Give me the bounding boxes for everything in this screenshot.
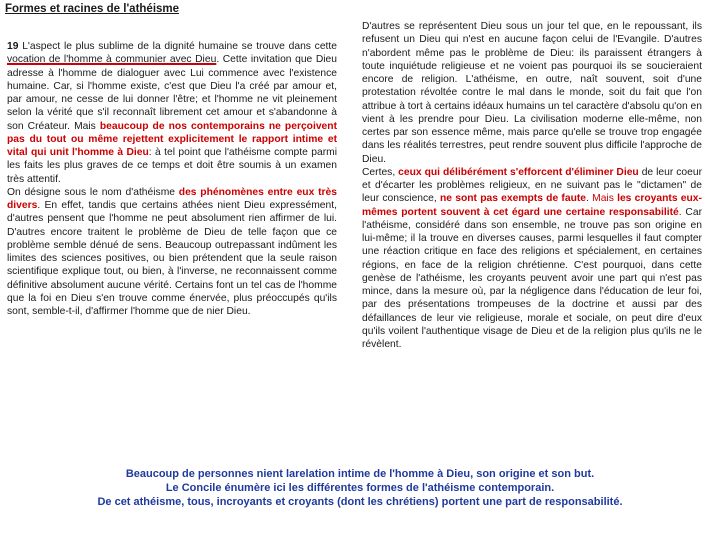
highlighted-word: Mais <box>592 193 618 205</box>
underlined-phrase: vocation de l'homme à communier avec Dieu <box>7 54 217 66</box>
highlighted-phrase: ne sont pas exempts de faute <box>440 193 587 205</box>
right-column <box>362 20 702 351</box>
summary-line: Beaucoup de personnes nient larelation intime de l'homme à Dieu, son origine et son but. <box>125 468 595 480</box>
highlighted-phrase: des phénomènes entre eux très divers <box>7 186 337 211</box>
highlighted-phrase: beaucoup de nos contemporains ne perçoivent pas du tout ou même rejettent explicitement le rapport intime et vital qui unit l'homme à Dieu <box>7 120 338 158</box>
summary-line: De cet athéisme, tous, incroyants et croyants (dont les chrétiens) portent une part de responsabilité. <box>97 496 623 508</box>
text-run: . En effet, tandis que certains athées nient Dieu expressément, d'autres pensent que l'homme ne peut absolument rien affirmer de lui. D'autres encore traitent le problème de Dieu de telle façon que ce problème semble dénué de sens. Beaucoup outrepassant indûment les limites des sciences positives, ou bien prétendent que la seule raison scientifique explique tout, ou bien, à l'inverse, ne reconnaissent comme définitive absolument aucune vérité. Certains font un tel cas de l'homme que la foi en Dieu s'en trouve comme énervée, plus préoccupés qu'ils sont, semble-t-il, d'affirmer l'homme que de nier Dieu. <box>7 200 337 317</box>
page-title: Formes et racines de l'athéisme <box>5 3 180 15</box>
left-column <box>7 40 337 318</box>
text-run: . <box>586 193 593 205</box>
paragraph-responsibility <box>362 166 702 352</box>
text-run: de leur coeur et d'écarter les problèmes religieux, en ne suivant pas le "dictamen" de leur conscience, <box>362 166 702 205</box>
highlighted-phrase: les croyants eux-mêmes portent souvent à cet égard une certaine responsabilité <box>362 193 702 218</box>
paragraph-number: 19 <box>7 41 19 52</box>
text-run: Certes, <box>362 166 399 178</box>
paragraph-19 <box>7 40 337 186</box>
text-run: . Car l'athéisme, considéré dans son ensemble, ne trouve pas son origine en lui-même; il la trouve en diverses causes, parmi lesquelles il faut compter une réaction critique en face des religions et spécialement, en certaines régions, en face de la religion chrétienne. C'est pourquoi, dans cette genèse de l'athéisme, les croyants peuvent avoir une part qui n'est pas mince, dans la mesure où, par la négligence dans l'éducation de leur foi, par des présentations trompeuses de la doctrine et aussi par des défaillances de leur vie religieuse, morale et sociale, on peut dire d'eux qu'ils voilent l'authentique visage de Dieu et de la religion plus qu'ils ne le révèlent. <box>362 206 702 350</box>
text-run: On désigne sous le nom d'athéisme <box>7 186 179 198</box>
paragraph-others: D'autres se représentent Dieu sous un jour tel que, en le repoussant, ils refusent un Dieu qui n'est en aucune façon celui de l'Evangile. D'autres n'abordent même pas le problème de Dieu: ils paraissent étrangers à toute inquiétude religieuse et ne voient pas pourquoi ils se soucieraient encore de religion. L'athéisme, en outre, naît souvent, soit d'une protestation révoltée contre le mal dans le monde, soit du fait que l'on attribue à tort à certains idéaux humains un tel caractère d'absolu qu'on en vient à les prendre pour Dieu. La civilisation moderne elle-même, non certes par son essence même, mais parce qu'elle se trouve trop engagée dans les réalités terrestres, peut rendre souvent plus difficile l'approche de Dieu. <box>362 21 702 165</box>
summary-block <box>10 467 710 509</box>
text-run: . Cette invitation que Dieu adresse à l'homme de dialoguer avec Lui commence avec l'existence humaine. Car, si l'homme existe, c'est que Dieu l'a créé par amour et, par amour, ne cesse de lui donner l'être; et l'homme ne vit pleinement selon la vérité que s'il reconnaît librement cet amour et s'abandonne à son Créateur. Mais <box>7 54 337 132</box>
paragraph-forms <box>7 186 337 319</box>
highlighted-phrase: ceux qui délibérément s'efforcent d'éliminer Dieu <box>398 166 639 178</box>
text-run: : à tel point que l'athéisme compte parmi les faits les plus graves de ce temps et doit être soumis à un examen très attentif. <box>7 147 337 185</box>
text-run: L'aspect le plus sublime de la dignité humaine se trouve dans cette <box>18 41 337 52</box>
summary-line: Le Concile énumère ici les différentes formes de l'athéisme contemporain. <box>165 482 555 494</box>
